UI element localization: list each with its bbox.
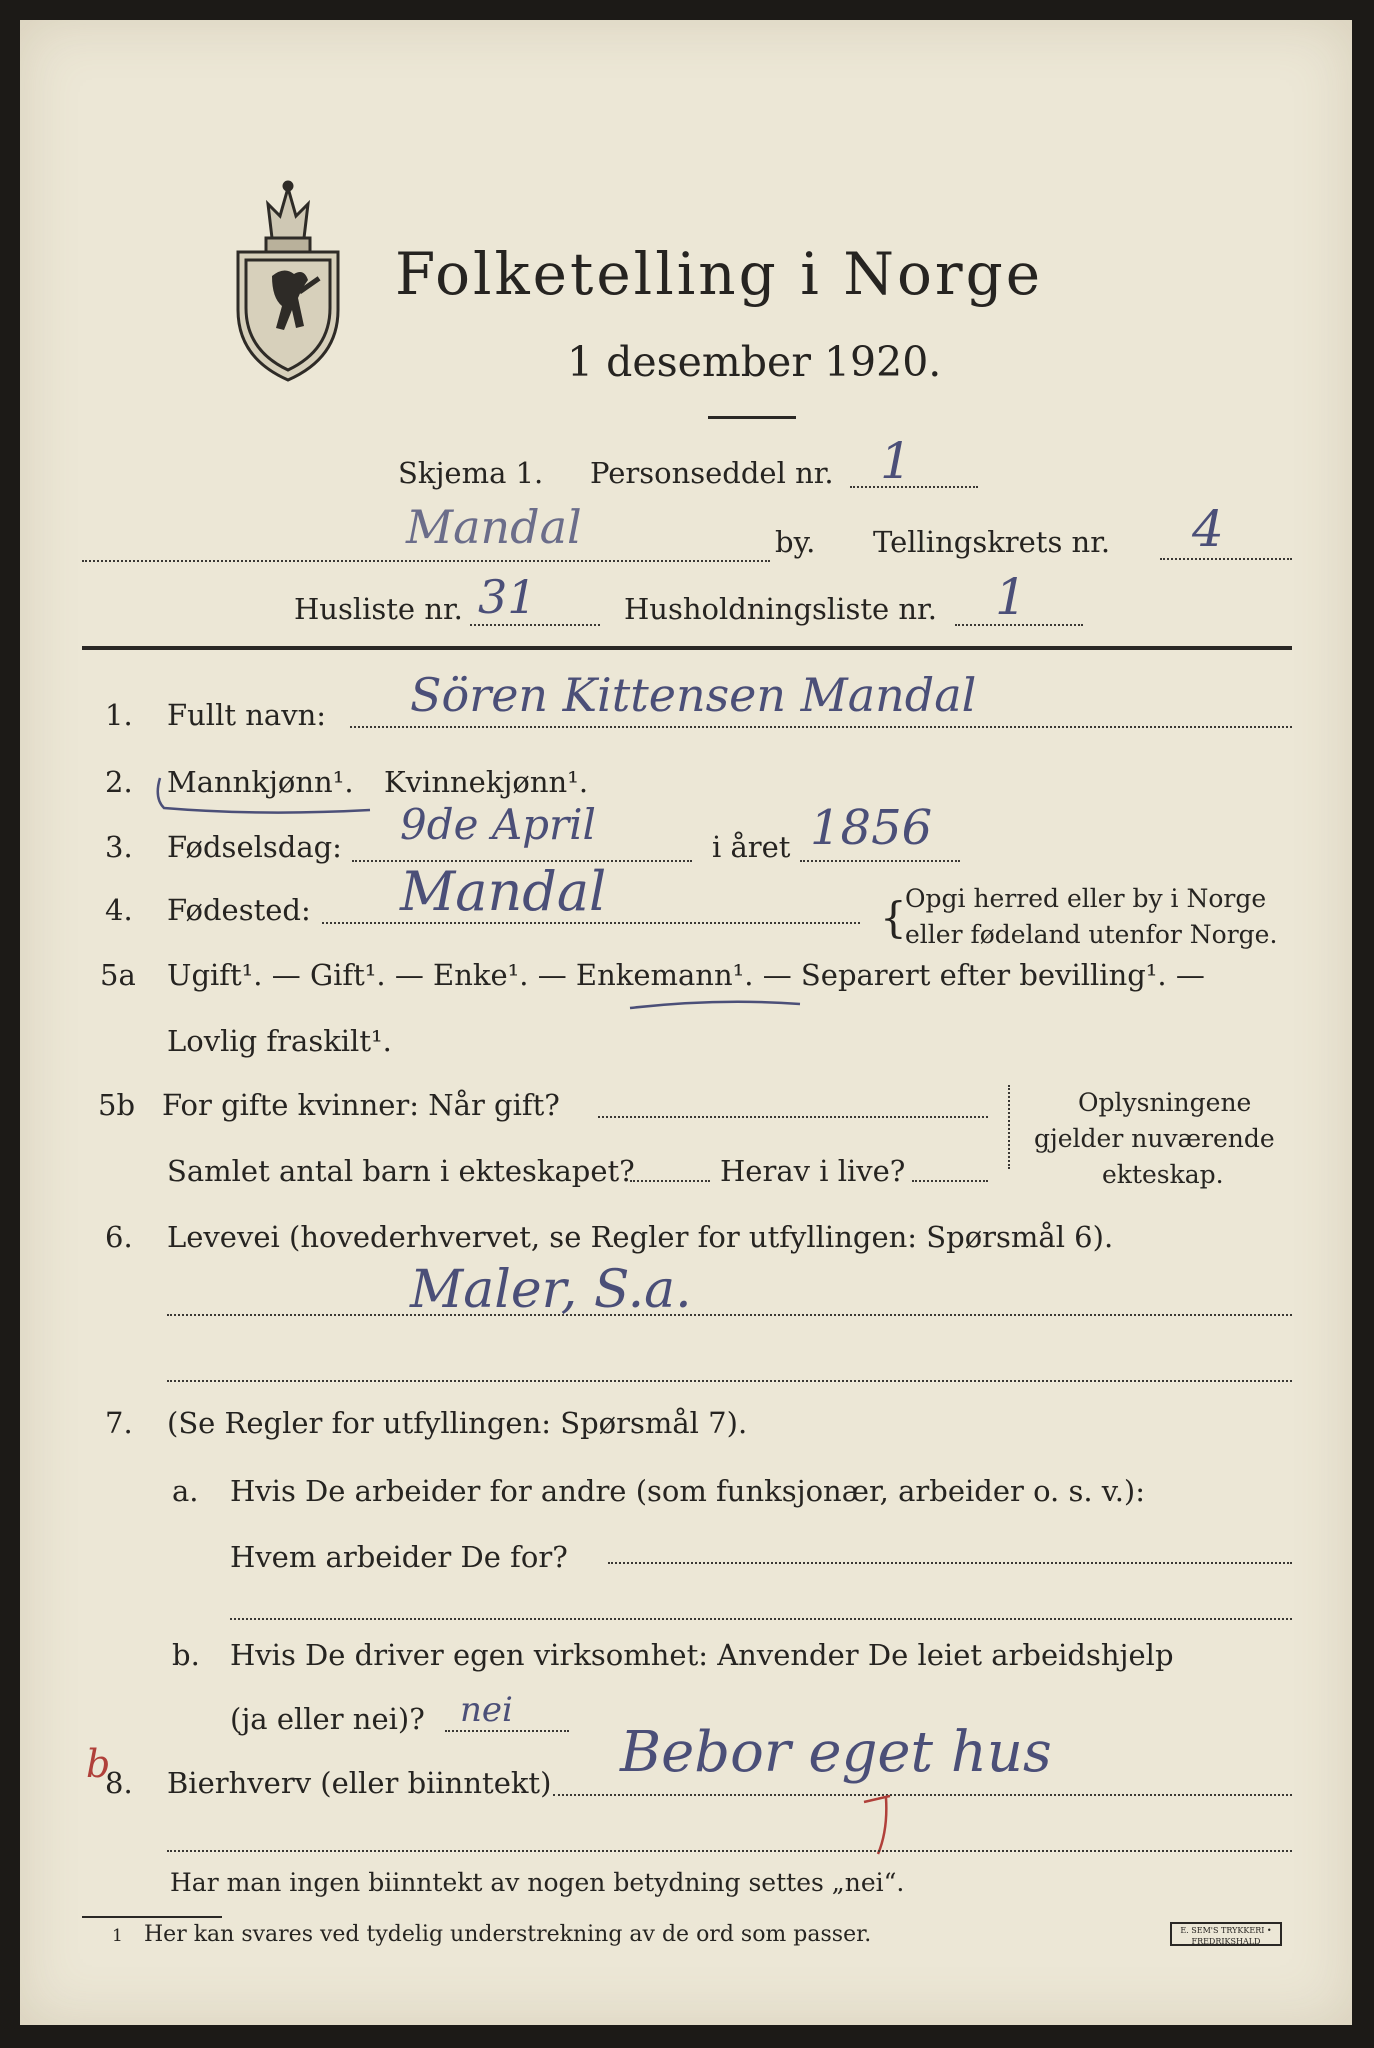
husholdningsliste-value: 1 (995, 568, 1027, 626)
form-date: 1 desember 1920. (567, 338, 942, 386)
footnote-mark: 1 (112, 1926, 123, 1946)
q8-line-extra (167, 1850, 1292, 1852)
tellingskrets-line (1160, 558, 1292, 560)
q1-line (350, 726, 1292, 728)
q4-number: 4. (105, 893, 133, 927)
personseddel-line (850, 486, 978, 488)
tellingskrets-label: Tellingskrets nr. (873, 525, 1111, 559)
q2-female: Kvinnekjønn¹. (384, 765, 589, 799)
q5b-alive-label: Herav i live? (720, 1154, 906, 1188)
q5b-married-line (598, 1116, 988, 1118)
q7-label: (Se Regler for utfyllingen: Spørsmål 7). (167, 1406, 748, 1440)
husholdningsliste-label: Husholdningsliste nr. (624, 592, 937, 626)
header-divider (708, 416, 796, 419)
q7-number: 7. (105, 1406, 133, 1440)
q5b-alive-line (912, 1180, 988, 1182)
q7b-number: b. (172, 1638, 200, 1672)
husliste-value: 31 (478, 570, 537, 624)
q4-label: Fødested: (167, 893, 311, 927)
q8-label: Bierhverv (eller biinntekt) (167, 1766, 552, 1800)
personseddel-label: Personseddel nr. (590, 456, 834, 490)
q5b-note-line1: Oplysningene (1078, 1088, 1252, 1117)
q5b-note-line2: gjelder nuværende (1034, 1124, 1275, 1153)
section-divider (82, 646, 1292, 650)
q5b-note-bracket (1008, 1085, 1012, 1169)
q7b-line1: Hvis De driver egen virksomhet: Anvender De leiet arbeidshjelp (230, 1638, 1174, 1672)
q4-note-line2: eller fødeland utenfor Norge. (905, 920, 1278, 949)
by-label: by. (775, 525, 816, 559)
q2-male: Mannkjønn¹. (167, 765, 354, 799)
q5b-number: 5b (98, 1088, 136, 1122)
husliste-label: Husliste nr. (294, 592, 463, 626)
q1-value: Sören Kittensen Mandal (410, 668, 977, 722)
q1-number: 1. (105, 698, 133, 732)
q8-line (553, 1794, 1292, 1796)
q3-year-value: 1856 (810, 800, 933, 856)
skjema-label: Skjema 1. (398, 456, 544, 490)
q7a-line (608, 1562, 1292, 1564)
q5a-number: 5a (100, 958, 136, 992)
q4-value: Mandal (400, 860, 607, 923)
q6-label: Levevei (hovederhvervet, se Regler for utfyllingen: Spørsmål 6). (167, 1220, 1114, 1254)
biinntekt-note: Har man ingen biinntekt av nogen betydning settes „nei“. (170, 1868, 905, 1897)
q2-male-underline (150, 770, 380, 818)
city-value: Mandal (406, 500, 582, 554)
q3-year-label: i året (712, 830, 791, 864)
footnote-text: Her kan svares ved tydelig understrekning av de ord som passer. (144, 1922, 872, 1947)
personseddel-value: 1 (880, 432, 912, 490)
q7a-number: a. (172, 1474, 199, 1508)
q5a-options: Ugift¹. — Gift¹. — Enke¹. — Enkemann¹. — Separert efter bevilling¹. — (167, 958, 1205, 992)
q5b-children-label: Samlet antal barn i ekteskapet? (167, 1154, 635, 1188)
q5b-children-line (630, 1180, 710, 1182)
q3-number: 3. (105, 830, 133, 864)
printer-mark: E. SEM'S TRYKKERI • FREDRIKSHALD (1170, 1922, 1282, 1946)
q7a-line2: Hvem arbeider De for? (230, 1540, 568, 1574)
q3-value: 9de April (400, 800, 596, 849)
q8-number: 8. (105, 1766, 133, 1800)
q4-note-line1: Opgi herred eller by i Norge (905, 884, 1267, 913)
q4-brace: { (880, 893, 907, 942)
q6-number: 6. (105, 1220, 133, 1254)
q6-line2 (167, 1380, 1292, 1382)
q7a-line-extra (230, 1618, 1292, 1620)
q7a-line1: Hvis De arbeider for andre (som funksjonær, arbeider o. s. v.): (230, 1474, 1146, 1508)
q3-label: Fødselsdag: (167, 830, 342, 864)
q7b-line2: (ja eller nei)? (230, 1702, 425, 1736)
q8-value: Bebor eget hus (620, 1720, 1052, 1785)
q1-label: Fullt navn: (167, 698, 327, 732)
q5a-options-line2: Lovlig fraskilt¹. (167, 1024, 392, 1058)
q5b-note-line3: ekteskap. (1102, 1160, 1224, 1189)
q7b-line (445, 1730, 569, 1732)
q3-year-line (800, 860, 960, 862)
q5b-married-label: For gifte kvinner: Når gift? (162, 1088, 560, 1122)
q2-number: 2. (105, 765, 133, 799)
q7b-value: nei (460, 1690, 513, 1730)
tellingskrets-value: 4 (1192, 500, 1224, 558)
q8-margin-mark: b (86, 1742, 111, 1786)
coat-of-arms-icon (232, 180, 344, 385)
q6-line1 (167, 1314, 1292, 1316)
city-line (82, 560, 770, 562)
q6-value: Maler, S.a. (410, 1260, 692, 1320)
q5a-enkemann-underline (628, 996, 804, 1014)
footnote-divider (82, 1916, 222, 1918)
form-title: Folketelling i Norge (395, 240, 1044, 308)
husliste-line (470, 624, 600, 626)
